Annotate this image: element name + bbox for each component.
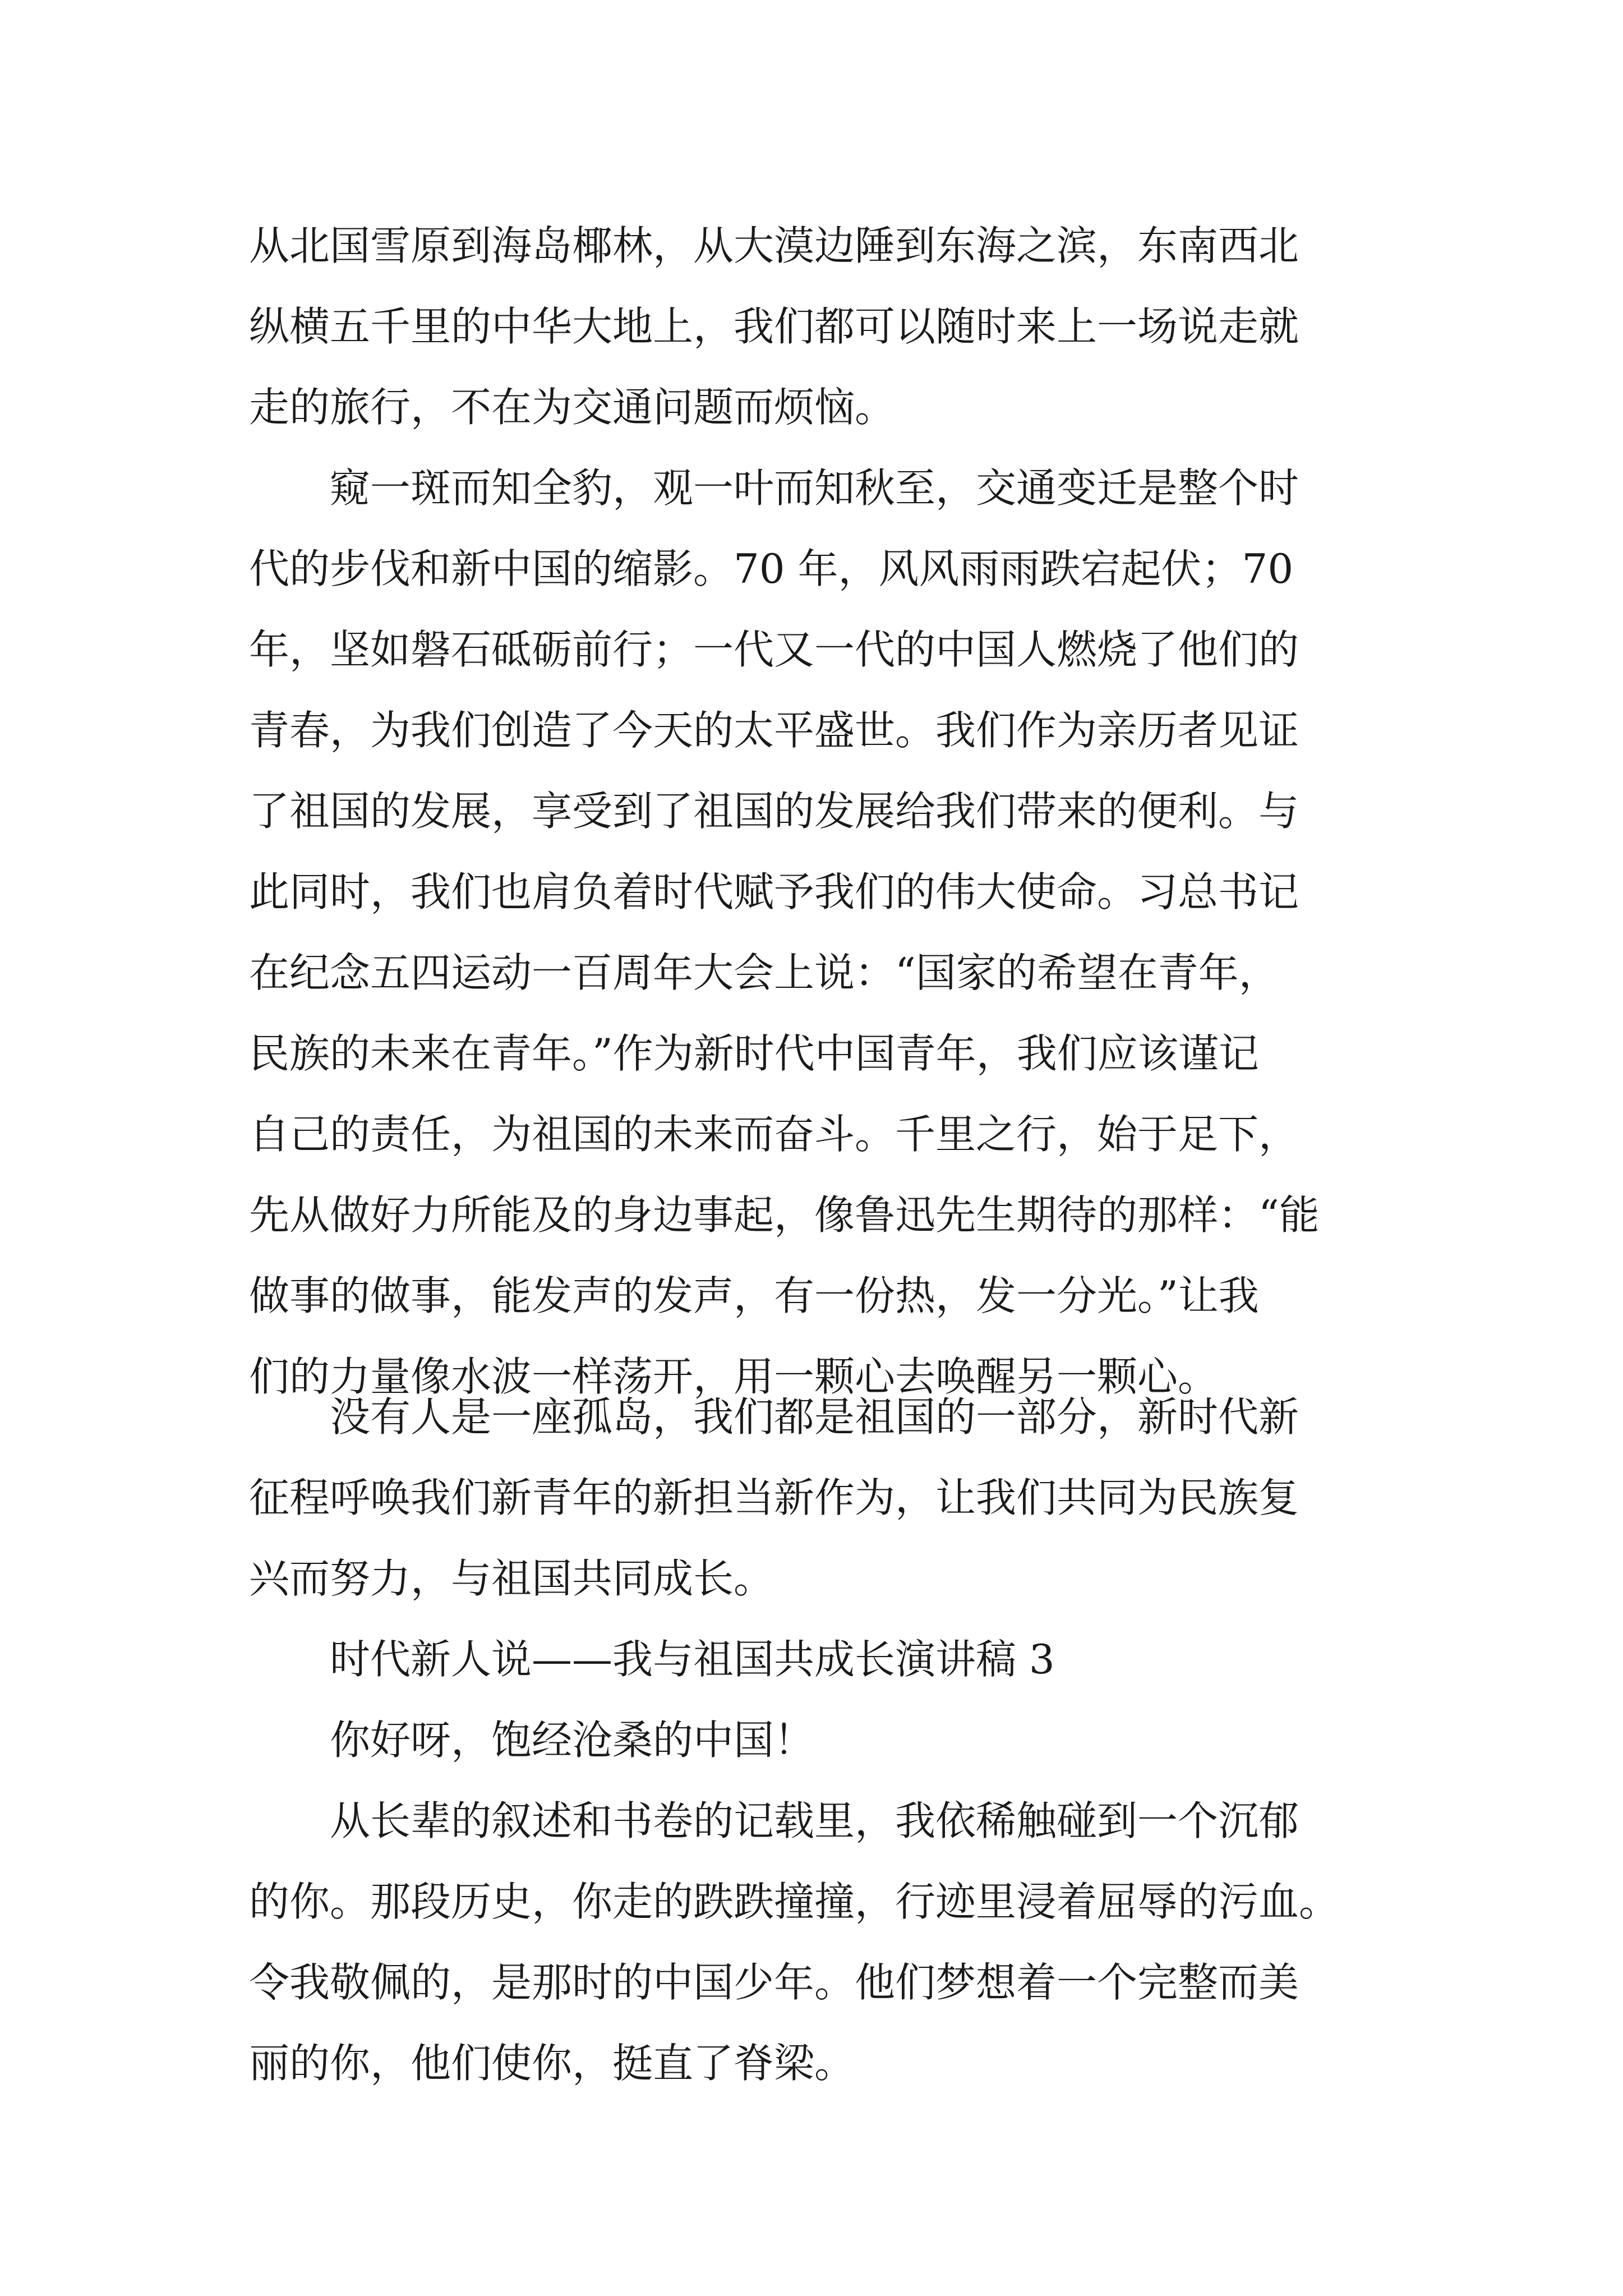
text-line: 从北国雪原到海岛椰林，从大漠边陲到东海之滨，东南西北: [249, 222, 1299, 269]
text-line: 的你。那段历史，你走的跌跌撞撞，行迹里浸着屈辱的污血。: [249, 1878, 1340, 1925]
paragraph-travel: [249, 205, 1382, 448]
text-line: 从长辈的叙述和书卷的记载里，我依稀触碰到一个沉郁: [330, 1797, 1299, 1844]
text-line: 征程呼唤我们新青年的新担当新作为，让我们共同为民族复: [249, 1474, 1299, 1521]
text-line: 先从做好力所能及的身边事起，像鲁迅先生期待的那样：“能: [249, 1191, 1320, 1239]
text-line: 自己的责任，为祖国的未来而奋斗。千里之行，始于足下，: [249, 1111, 1299, 1158]
paragraph-era-change: [249, 448, 1382, 1417]
greeting-paragraph: [249, 1700, 1382, 1780]
text-line: 了祖国的发展，享受到了祖国的发展给我们带来的便利。与: [249, 788, 1299, 835]
text-line: 兴而努力，与祖国共同成长。: [249, 1555, 774, 1602]
text-line: 时代新人说——我与祖国共成长演讲稿 3: [330, 1636, 1055, 1683]
speech-title: [249, 1619, 1382, 1700]
paragraph-history: [249, 1780, 1382, 2104]
text-line: 们的力量像水波一样荡开，用一颗心去唤醒另一颗心。: [249, 1353, 1219, 1400]
text-line: 纵横五千里的中华大地上，我们都可以随时来上一场说走就: [249, 303, 1299, 350]
text-line: 窥一斑而知全豹，观一叶而知秋至，交通变迁是整个时: [330, 464, 1299, 512]
text-line: 丽的你，他们使你，挺直了脊梁。: [249, 2040, 855, 2087]
text-line: 令我敬佩的，是那时的中国少年。他们梦想着一个完整而美: [249, 1959, 1299, 2006]
text-line: 此同时，我们也肩负着时代赋予我们的伟大使命。习总书记: [249, 868, 1299, 915]
text-line: 没有人是一座孤岛，我们都是祖国的一部分，新时代新: [330, 1393, 1299, 1441]
text-line: 做事的做事，能发声的发声，有一份热，发一分光。”让我: [249, 1272, 1259, 1319]
text-line: 走的旅行，不在为交通问题而烦恼。: [249, 384, 896, 431]
text-line: 青春，为我们创造了今天的太平盛世。我们作为亲历者见证: [249, 707, 1299, 754]
text-line: 在纪念五四运动一百周年大会上说：“国家的希望在青年，: [249, 949, 1279, 996]
text-line: 民族的未来在青年。”作为新时代中国青年，我们应该谨记: [249, 1030, 1259, 1077]
text-line: 年，坚如磐石砥砺前行；一代又一代的中国人燃烧了他们的: [249, 626, 1299, 673]
paragraph-no-island: [249, 1377, 1382, 1619]
text-line: 你好呀，饱经沧桑的中国！: [330, 1717, 815, 1764]
text-line: 代的步伐和新中国的缩影。70 年，风风雨雨跌宕起伏；70: [249, 545, 1294, 592]
